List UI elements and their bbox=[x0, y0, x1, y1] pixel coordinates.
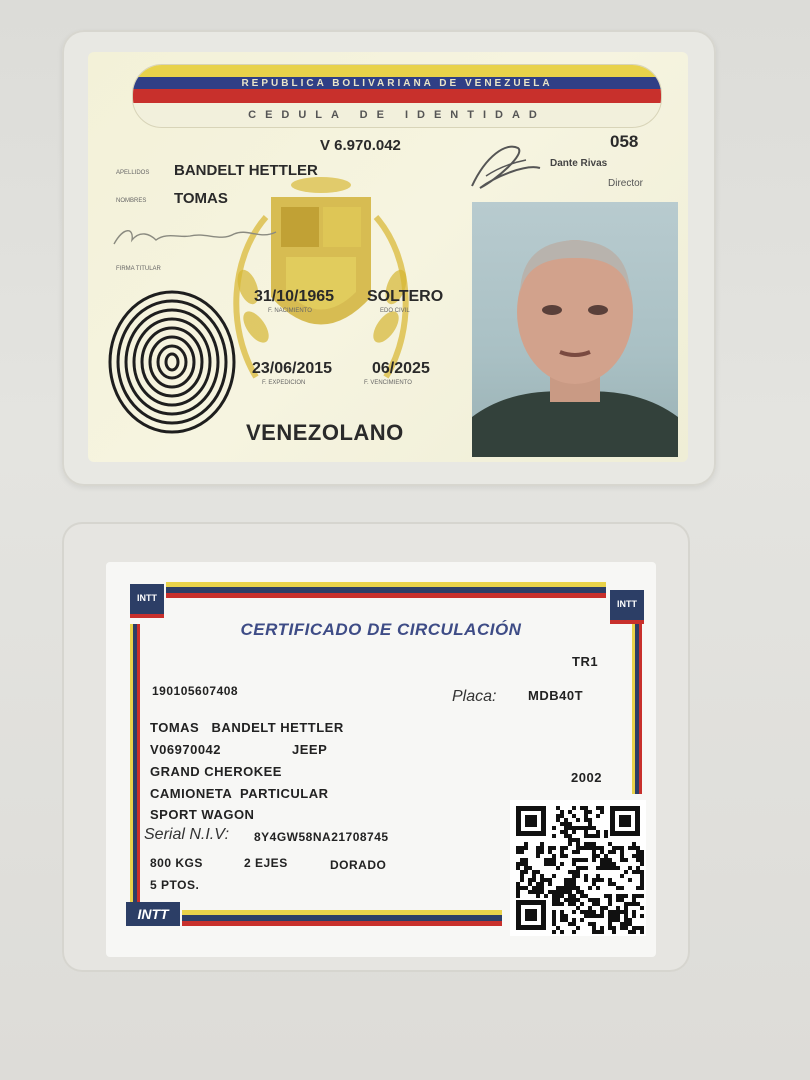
bottom-flag-stripe bbox=[182, 910, 502, 926]
intt-badge-right: INTT bbox=[610, 590, 644, 624]
circulation-certificate bbox=[106, 562, 656, 957]
label-names: NOMBRES bbox=[116, 198, 147, 204]
serial-label: Serial N.I.V: bbox=[144, 826, 230, 843]
top-flag-stripe bbox=[166, 582, 606, 598]
id-card-header-band bbox=[132, 64, 662, 128]
vehicle-make: JEEP bbox=[292, 742, 328, 757]
given-names: TOMAS bbox=[174, 190, 228, 207]
vehicle-axles: 2 EJES bbox=[244, 856, 288, 870]
certificate-number: 190105607408 bbox=[152, 684, 239, 698]
id-code: 058 bbox=[610, 132, 639, 151]
holder-signature-icon bbox=[110, 220, 280, 254]
owner-name: TOMAS BANDELT HETTLER bbox=[150, 720, 344, 735]
vehicle-body-type: SPORT WAGON bbox=[150, 807, 255, 822]
republic-text: REPUBLICA BOLIVARIANA DE VENEZUELA bbox=[241, 78, 553, 89]
intt-footer-logo: INTT bbox=[126, 902, 180, 926]
label-birth-date: F. NACIMIENTO bbox=[268, 308, 312, 314]
certificate-title: CERTIFICADO DE CIRCULACIÓN bbox=[240, 620, 522, 639]
vehicle-use: CAMIONETA PARTICULAR bbox=[150, 786, 329, 801]
plate-label: Placa: bbox=[452, 688, 497, 705]
expiry-date: 06/2025 bbox=[372, 360, 430, 377]
card-title: CEDULA DE IDENTIDAD bbox=[248, 109, 546, 121]
issue-date: 23/06/2015 bbox=[252, 360, 333, 377]
label-civil-status: EDO CIVIL bbox=[380, 308, 410, 314]
id-card bbox=[88, 52, 688, 462]
signer-title: Director bbox=[608, 178, 644, 189]
vehicle-color: DORADO bbox=[330, 858, 387, 872]
portrait-icon bbox=[472, 202, 678, 457]
right-flag-stripe bbox=[632, 624, 642, 794]
nationality: VENEZOLANO bbox=[246, 420, 404, 445]
plate-number: MDB40T bbox=[528, 688, 584, 703]
label-signature: FIRMA TITULAR bbox=[116, 266, 161, 272]
fingerprint-icon bbox=[102, 282, 242, 437]
intt-badge-left: INTT bbox=[130, 584, 164, 618]
label-issue-date: F. EXPEDICION bbox=[262, 380, 306, 386]
label-expiry-date: F. VENCIMIENTO bbox=[364, 380, 412, 386]
vehicle-weight: 800 KGS bbox=[150, 856, 203, 870]
surnames: BANDELT HETTLER bbox=[174, 162, 318, 179]
vehicle-model: GRAND CHEROKEE bbox=[150, 764, 282, 779]
qr-code-icon bbox=[510, 800, 646, 936]
vehicle-seats: 5 PTOS. bbox=[150, 878, 200, 892]
label-surnames: APELLIDOS bbox=[116, 170, 150, 176]
serial-number: 8Y4GW58NA21708745 bbox=[254, 830, 389, 844]
left-flag-stripe bbox=[130, 624, 140, 904]
birth-date: 31/10/1965 bbox=[254, 288, 335, 305]
owner-id: V06970042 bbox=[150, 742, 222, 757]
holder-photo bbox=[472, 202, 678, 457]
type-code: TR1 bbox=[572, 654, 599, 669]
civil-status: SOLTERO bbox=[367, 288, 444, 305]
id-number: V 6.970.042 bbox=[320, 137, 401, 154]
vehicle-year: 2002 bbox=[571, 770, 602, 785]
director-signature-icon bbox=[466, 136, 546, 198]
signer-name: Dante Rivas bbox=[550, 158, 608, 169]
